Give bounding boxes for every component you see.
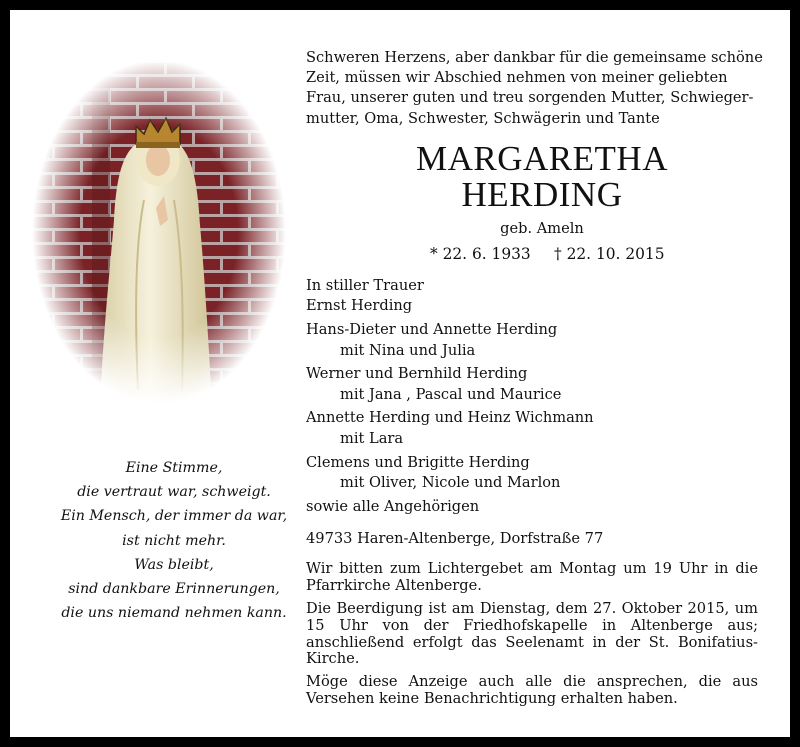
mourner-family: Clemens und Brigitte Herding [306, 453, 530, 471]
madonna-statue-photo [32, 60, 286, 405]
intro-text [306, 48, 763, 129]
funeral-info: Die Beerdigung ist am Dienstag, dem 27. Oktober 2015, um 15 Uhr von der Friedhofskapelle in Altenberge aus; anschließend erfolgt das Seelenamt in der St. Bonifatius-Kirche. [306, 599, 758, 668]
intro-line: Frau, unserer guten und treu sorgenden Mutter, Schwieger- [306, 89, 754, 107]
birth-date: * 22. 6. 1933 [430, 244, 531, 263]
intro-line: mutter, Oma, Schwester, Schwägerin und Tante [306, 109, 660, 127]
deceased-first-name: MARGARETHA [416, 138, 668, 178]
mourner-family: Annette Herding und Heinz Wichmann [306, 409, 594, 427]
notice-text [306, 48, 763, 708]
poem-line: die vertraut war, schweigt. [77, 484, 271, 501]
memorial-poem [24, 456, 324, 625]
mourner-family: Hans-Dieter und Annette Herding [306, 321, 558, 338]
notice-remark: Möge diese Anzeige auch alle die ansprechen, die aus Versehen keine Benachrichtigung erhalten haben. [306, 673, 758, 707]
intro-line: Schweren Herzens, aber dankbar für die gemeinsame schöne [306, 49, 763, 66]
mourner-children: mit Nina und Julia [340, 341, 476, 359]
poem-line: Was bleibt, [134, 556, 214, 573]
mourner-others: sowie alle Angehörigen [306, 497, 480, 515]
mourner-spouse: Ernst Herding [306, 297, 413, 315]
poem-line: sind dankbare Erinnerungen, [68, 581, 280, 598]
life-dates [306, 245, 758, 267]
prayer-info: Wir bitten zum Lichtergebet am Montag um 19 Uhr in die Pfarrkirche Altenberge. [306, 560, 758, 595]
deceased-name [326, 138, 758, 214]
mourners-heading: In stiller Trauer [306, 276, 424, 294]
poem-line: die uns niemand nehmen kann. [61, 605, 287, 622]
death-date: † 22. 10. 2015 [554, 244, 665, 263]
mourners-list [306, 276, 758, 518]
mourner-children: mit Oliver, Nicole und Marlon [340, 474, 561, 492]
mourner-children: mit Lara [340, 429, 404, 447]
poem-line: ist nicht mehr. [122, 532, 226, 549]
intro-line: Zeit, müssen wir Abschied nehmen von meiner geliebten [306, 69, 728, 87]
poem-line: Eine Stimme, [125, 460, 223, 476]
mourner-family: Werner und Bernhild Herding [306, 365, 528, 383]
deceased-last-name: HERDING [461, 174, 623, 214]
obituary-notice [10, 10, 790, 737]
birth-name: geb. Ameln [500, 219, 584, 237]
mourner-children: mit Jana , Pascal und Maurice [340, 385, 562, 403]
poem-line: Ein Mensch, der immer da war, [60, 508, 288, 525]
family-address: 49733 Haren-Altenberge, Dorfstraße 77 [306, 530, 604, 548]
